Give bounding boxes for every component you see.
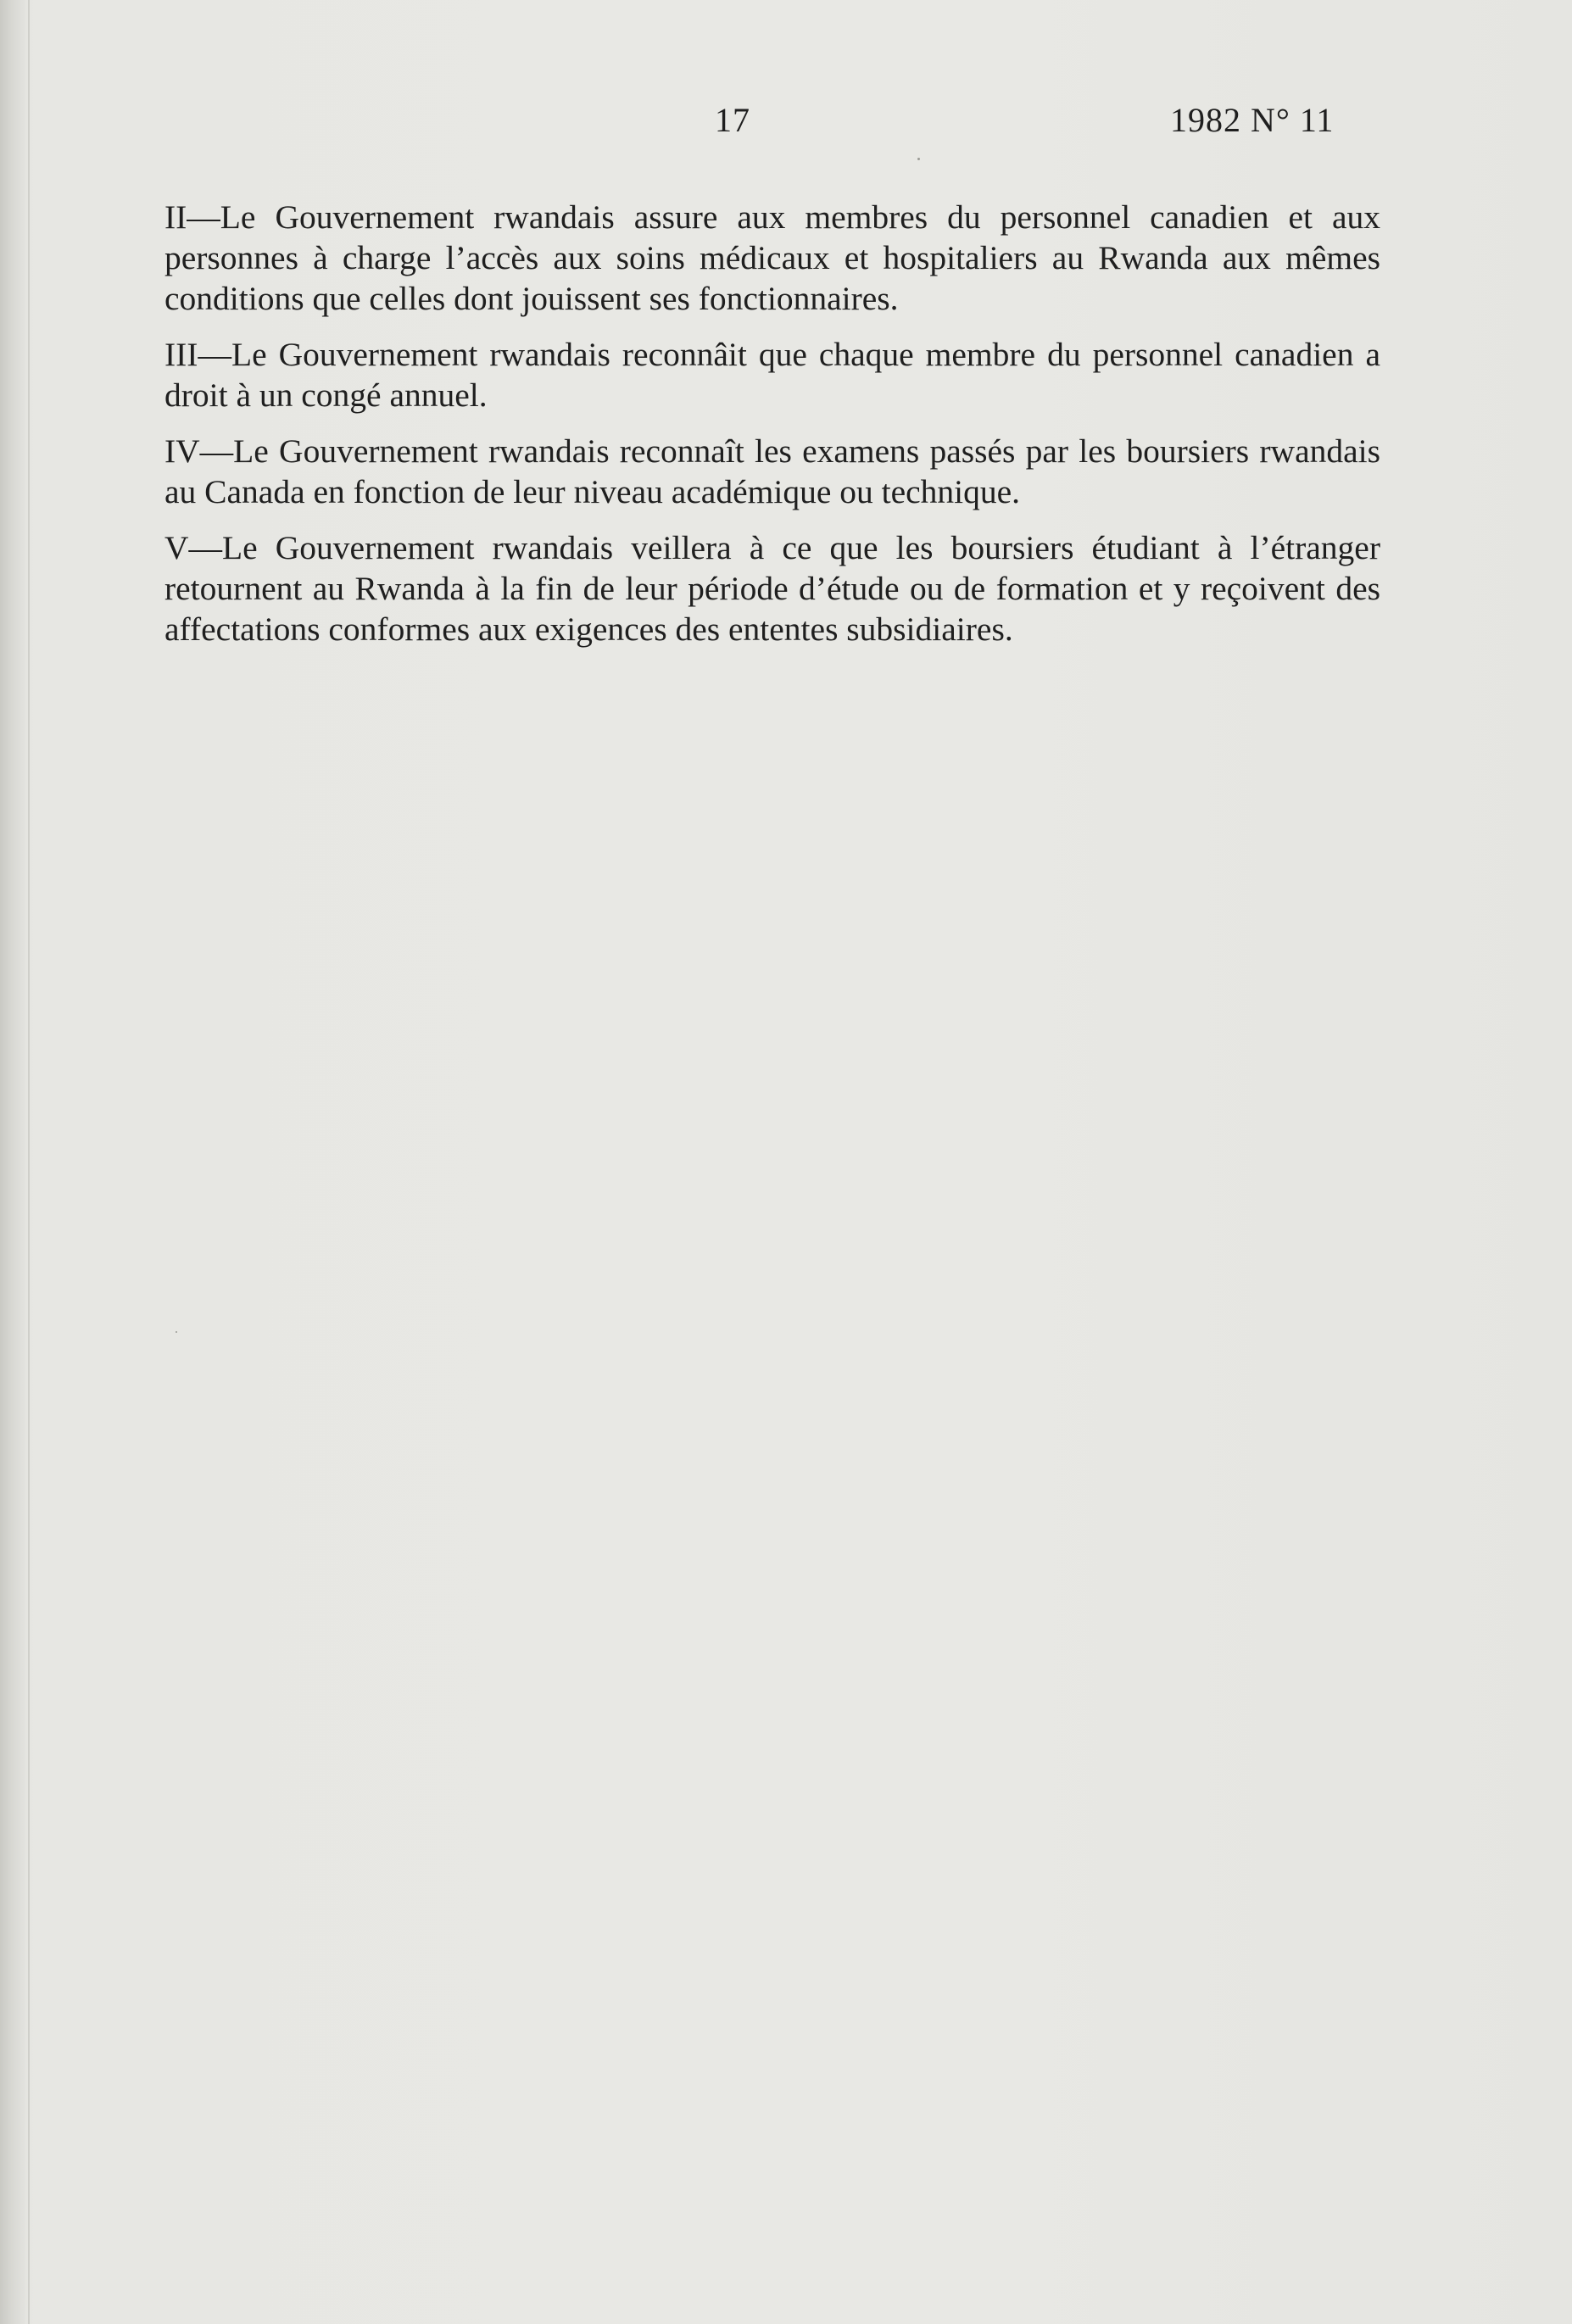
document-body [164, 197, 1380, 665]
page-number: 17 [715, 101, 750, 139]
paper-speck [176, 1331, 177, 1333]
paragraph-v: V—Le Gouvernement rwandais veillera à ce que les boursiers étudiant à l’étranger retournent au Rwanda à la fin de leur période d’étude ou de formation et y reçoivent des affectations conformes aux exigences des ententes subsidiaires. [164, 529, 1380, 648]
paper-speck [917, 158, 920, 160]
document-reference: 1982 N° 11 [1170, 101, 1335, 139]
paragraph-ii: II—Le Gouvernement rwandais assure aux membres du personnel canadien et aux personnes à charge l’accès aux soins médicaux et hospitaliers au Rwanda aux mêmes conditions que celles dont jouissent ses fonctionnaires. [164, 198, 1380, 317]
paragraph-iv: IV—Le Gouvernement rwandais reconnaît les examens passés par les boursiers rwandais au Canada en fonction de leur niveau académique ou technique. [164, 432, 1380, 510]
page-binding-edge [0, 0, 25, 2324]
paragraph-iii: III—Le Gouvernement rwandais reconnâit que chaque membre du personnel canadien a droit à un congé annuel. [164, 336, 1380, 414]
page-binding-line [28, 0, 30, 2324]
